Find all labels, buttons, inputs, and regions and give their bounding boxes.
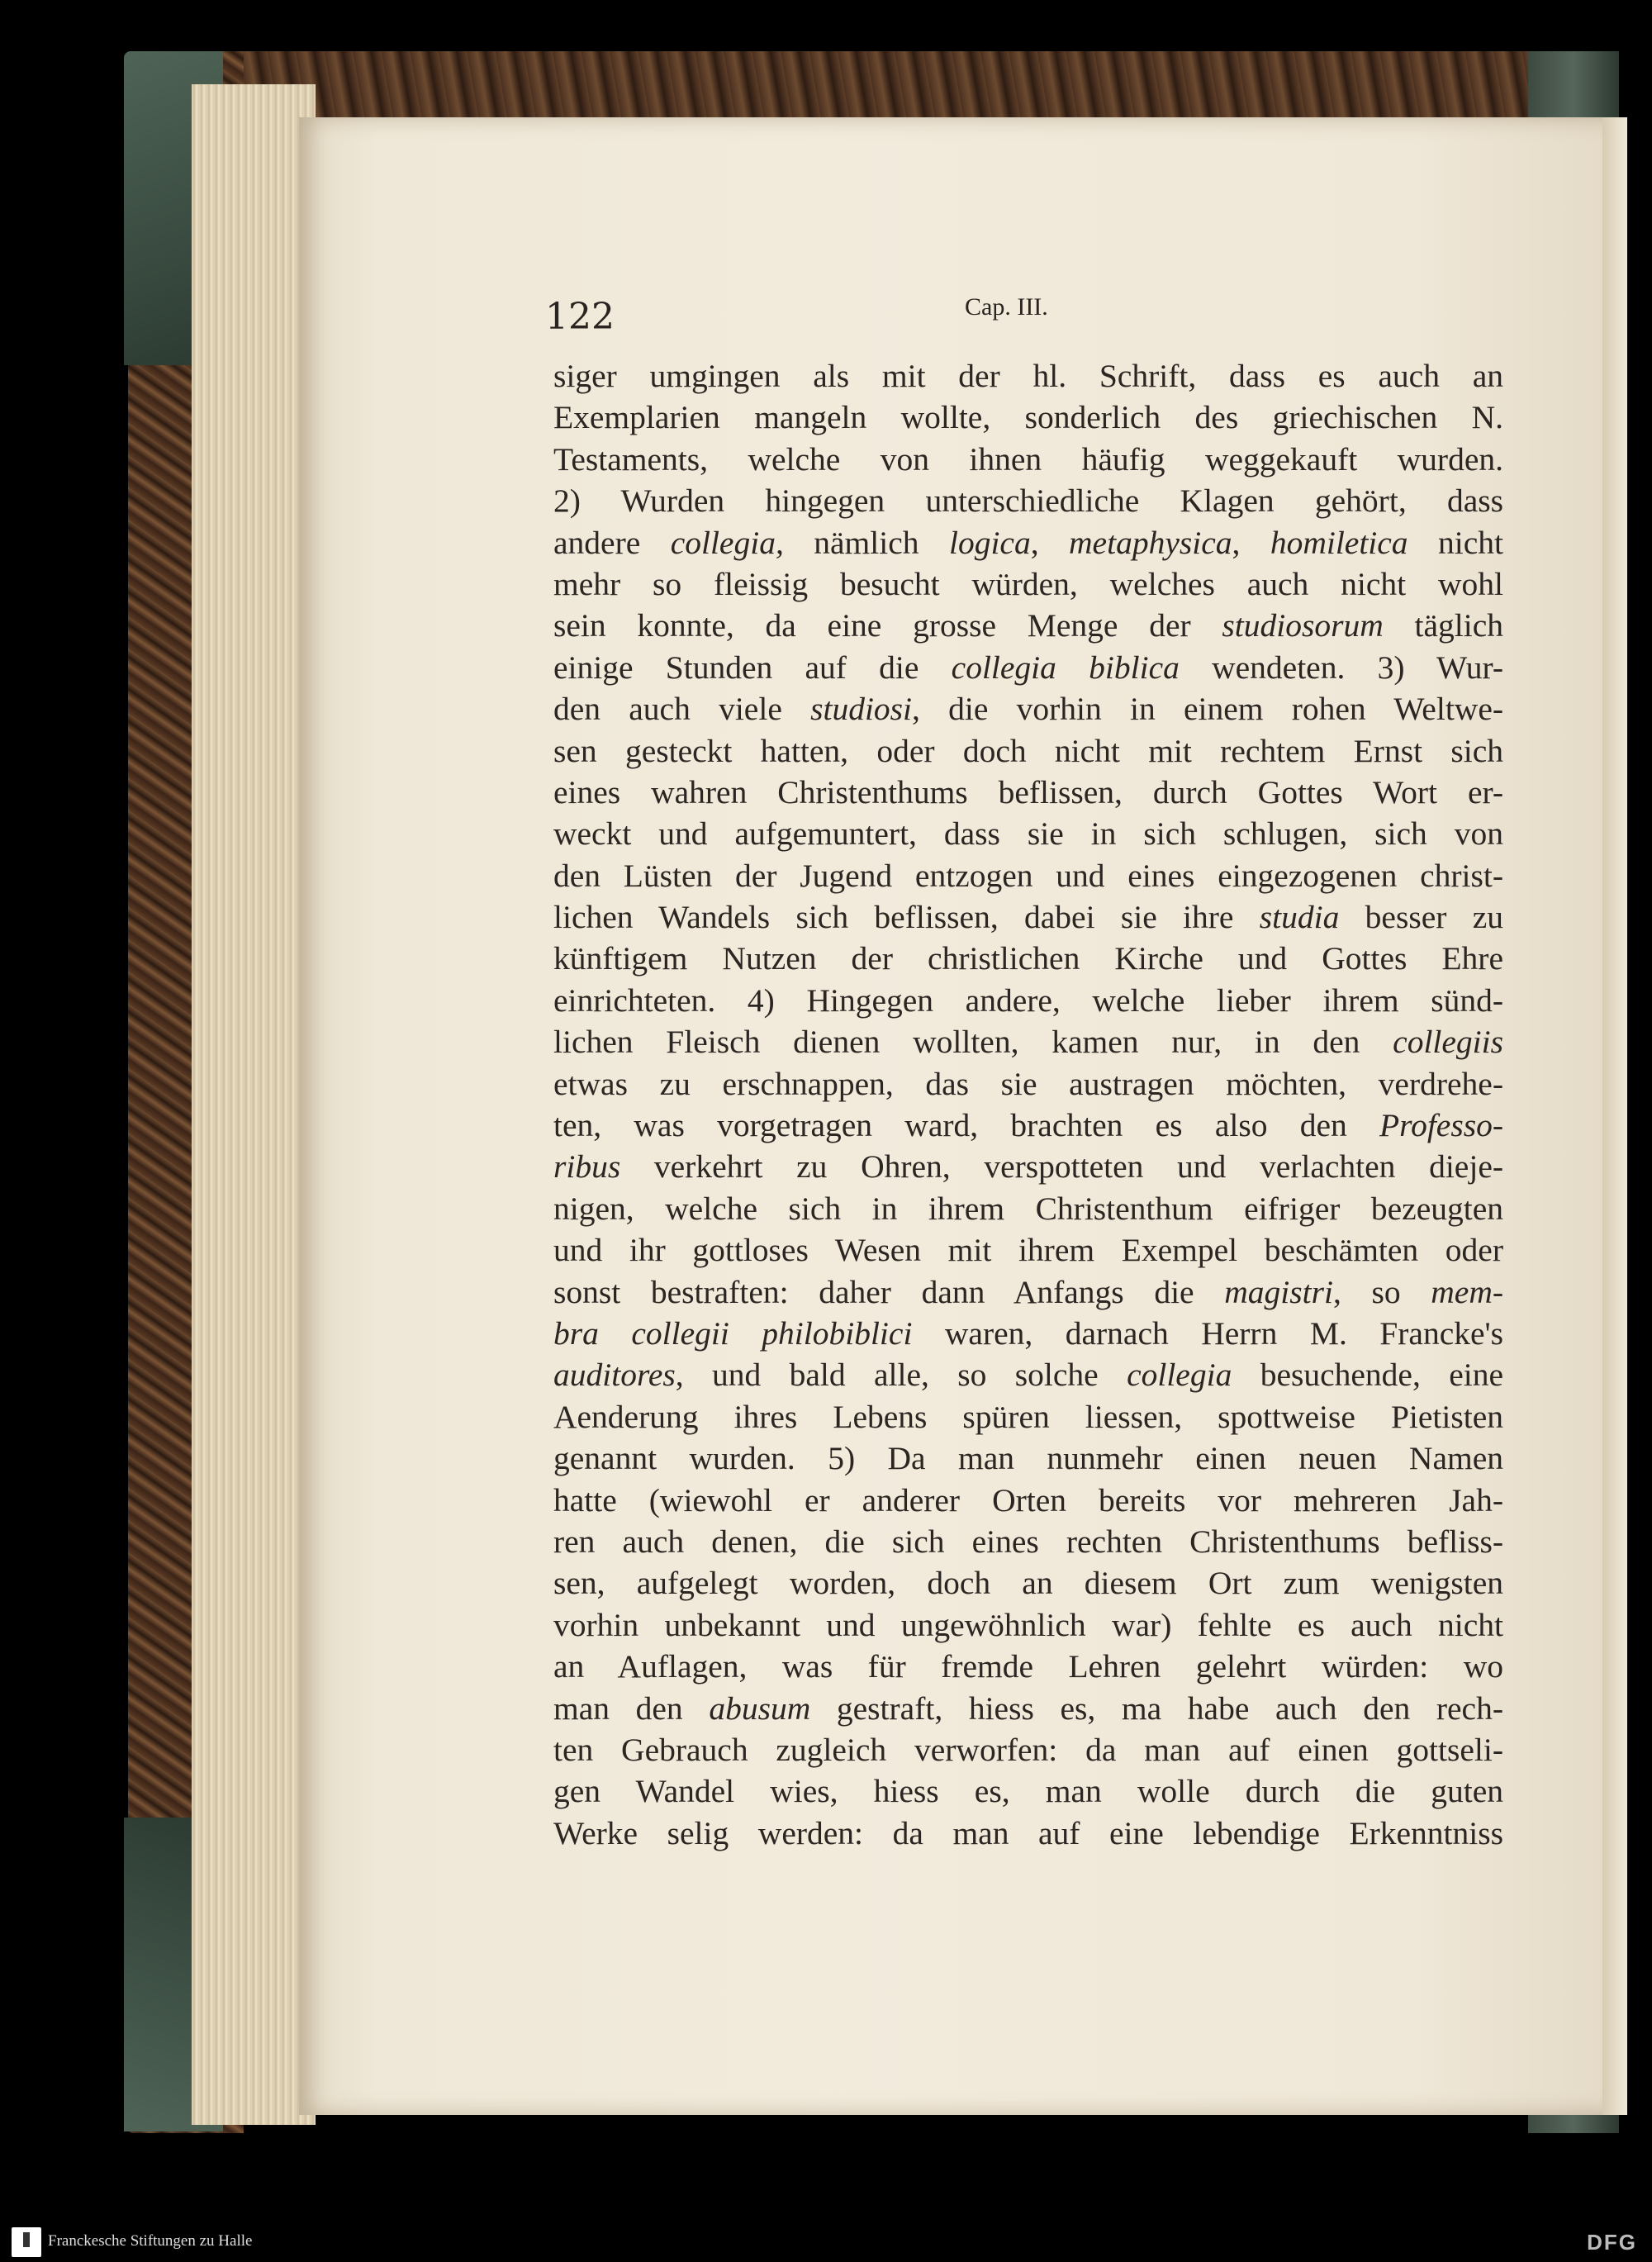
text-run: besuchende, eine	[1232, 1357, 1503, 1394]
text-run: einrichteten. 4) Hingegen andere, welche lieber ihrem sünd-	[553, 981, 1503, 1019]
text-line	[553, 855, 1503, 896]
text-run: ten Gebrauch zugleich verworfen: da man auf einen gottseli-	[553, 1731, 1503, 1768]
text-run: sein konnte, da eine grosse Menge der	[553, 607, 1222, 644]
text-run: besser zu	[1339, 899, 1503, 936]
text-line	[553, 730, 1503, 772]
italic-term: homiletica	[1270, 524, 1408, 561]
italic-term: collegia	[1127, 1357, 1232, 1394]
text-run: ,	[1232, 524, 1270, 561]
text-line	[553, 563, 1503, 605]
text-run: täglich	[1383, 607, 1503, 644]
text-line	[553, 1646, 1503, 1687]
text-line	[553, 1480, 1503, 1521]
text-run: verkehrt zu Ohren, verspotteten und verlachten dieje-	[620, 1148, 1503, 1186]
text-run: lichen Wandels sich beflissen, dabei sie ihre	[553, 899, 1260, 936]
italic-term: Professo-	[1379, 1107, 1503, 1144]
text-line	[553, 772, 1503, 813]
italic-term: collegiis	[1393, 1024, 1503, 1061]
text-run: den Lüsten der Jugend entzogen und eines eingezogenen christ-	[553, 857, 1503, 894]
italic-term: abusum	[709, 1689, 811, 1727]
text-line	[553, 522, 1503, 563]
text-run: gestraft, hiess es, ma habe auch den rech-	[810, 1689, 1503, 1727]
text-run: mehr so fleissig besucht würden, welches auch nicht wohl	[553, 565, 1503, 602]
text-run: , so	[1332, 1273, 1431, 1310]
page-gutter	[1602, 117, 1627, 2115]
text-run: 2) Wurden hingegen unterschiedliche Klagen gehört, dass	[553, 482, 1503, 520]
text-line	[553, 1105, 1503, 1146]
text-line	[553, 1021, 1503, 1062]
italic-term: logica	[948, 524, 1031, 561]
viewer-footer	[0, 2222, 1652, 2262]
text-run: genannt wurden. 5) Da man nunmehr einen neuen Namen	[553, 1440, 1503, 1477]
text-line	[553, 397, 1503, 438]
text-line	[553, 1688, 1503, 1729]
text-line	[553, 1813, 1503, 1854]
text-line	[553, 896, 1503, 938]
text-run: gen Wandel wies, hiess es, man wolle durch die guten	[553, 1773, 1503, 1810]
italic-term: collegia,	[670, 524, 784, 561]
text-line	[553, 1521, 1503, 1562]
running-head: Cap. III.	[965, 293, 1048, 321]
institution-logo-icon	[12, 2227, 41, 2257]
text-line	[553, 480, 1503, 521]
text-run: eines wahren Christenthums beflissen, durch Gottes Wort er-	[553, 773, 1503, 810]
text-run: vorhin unbekannt und ungewöhnlich war) fehlte es auch nicht	[553, 1606, 1503, 1643]
text-line	[553, 1146, 1503, 1187]
italic-term: mem-	[1431, 1273, 1504, 1310]
text-run: andere	[553, 524, 671, 561]
italic-term: magistri	[1224, 1273, 1333, 1310]
text-run: Exemplarien mangeln wollte, sonderlich des griechischen N.	[553, 399, 1503, 436]
book-cover-top	[136, 51, 1532, 117]
text-line	[553, 355, 1503, 397]
text-line	[553, 1063, 1503, 1105]
text-run: hatte (wiewohl er anderer Orten bereits vor mehreren Jah-	[553, 1481, 1503, 1518]
text-run: und ihr gottloses Wesen mit ihrem Exempel beschämten oder	[553, 1232, 1503, 1269]
text-run: einige Stunden auf die	[553, 649, 952, 686]
text-run: den auch viele	[553, 691, 811, 728]
text-run: sen, aufgelegt worden, doch an diesem Ort zum wenigsten	[553, 1565, 1503, 1602]
body-text	[553, 355, 1503, 1854]
text-line	[553, 1562, 1503, 1604]
text-run: Werke selig werden: da man auf eine lebendige Erkenntniss	[553, 1814, 1503, 1851]
italic-term: studia	[1259, 899, 1340, 936]
page-number: 122	[545, 296, 615, 338]
text-line	[553, 1188, 1503, 1229]
text-run: ,	[1030, 524, 1070, 561]
text-line	[553, 1396, 1503, 1438]
text-run: ten, was vorgetragen ward, brachten es also den	[553, 1107, 1380, 1144]
text-run: man den	[553, 1689, 710, 1727]
text-run: weckt und aufgemuntert, dass sie in sich schlugen, sich von	[553, 815, 1503, 853]
text-line	[553, 1271, 1503, 1313]
text-line	[553, 980, 1503, 1021]
text-line	[553, 1354, 1503, 1395]
text-line	[553, 688, 1503, 729]
italic-term: bra collegii philobiblici	[553, 1314, 913, 1352]
italic-term: collegia biblica	[951, 649, 1180, 686]
text-run: etwas zu erschnappen, das sie austragen möchten, verdrehe-	[553, 1065, 1503, 1102]
text-run: nämlich	[783, 524, 949, 561]
text-run: sen gesteckt hatten, oder doch nicht mit rechtem Ernst sich	[553, 732, 1503, 769]
italic-term: studiosorum	[1222, 607, 1384, 644]
text-run: siger umgingen als mit der hl. Schrift, dass es auch an	[553, 358, 1503, 394]
text-line	[553, 1229, 1503, 1271]
text-line	[553, 813, 1503, 854]
text-run: künftigem Nutzen der christlichen Kirche und Gottes Ehre	[553, 940, 1503, 977]
dfg-logo: DFG	[1587, 2230, 1637, 2255]
text-line	[553, 1313, 1503, 1354]
text-line	[553, 439, 1503, 480]
text-run: wendeten. 3) Wur-	[1179, 649, 1503, 686]
text-line	[553, 1438, 1503, 1479]
text-line	[553, 938, 1503, 979]
text-line	[553, 1770, 1503, 1812]
text-run: ren auch denen, die sich eines rechten Christenthums befliss-	[553, 1523, 1503, 1560]
italic-term: studiosi	[810, 691, 913, 728]
text-line	[553, 1604, 1503, 1646]
text-line	[553, 1729, 1503, 1770]
text-run: , und bald alle, so solche	[675, 1357, 1127, 1394]
institution-label: Franckesche Stiftungen zu Halle	[48, 2232, 253, 2250]
text-run: lichen Fleisch dienen wollten, kamen nur, in den	[553, 1024, 1393, 1061]
text-run: sonst bestraften: daher dann Anfangs die	[553, 1273, 1225, 1310]
text-run: Aenderung ihres Lebens spüren liessen, spottweise Pietisten	[553, 1398, 1503, 1435]
italic-term: metaphysica	[1069, 524, 1232, 561]
text-run: waren, darnach Herrn M. Francke's	[912, 1314, 1503, 1352]
text-run: nigen, welche sich in ihrem Christenthum eifriger bezeugten	[553, 1190, 1503, 1227]
text-run: , die vorhin in einem rohen Weltwe-	[912, 691, 1504, 728]
text-run: nicht	[1408, 524, 1503, 561]
italic-term: ribus	[553, 1148, 621, 1186]
text-run: Testaments, welche von ihnen häufig weggekauft wurden.	[553, 440, 1503, 478]
page-edges	[192, 84, 316, 2125]
text-run: an Auflagen, was für fremde Lehren gelehrt würden: wo	[553, 1648, 1503, 1685]
text-line	[553, 647, 1503, 688]
italic-term: auditores	[553, 1357, 676, 1394]
text-line	[553, 605, 1503, 646]
